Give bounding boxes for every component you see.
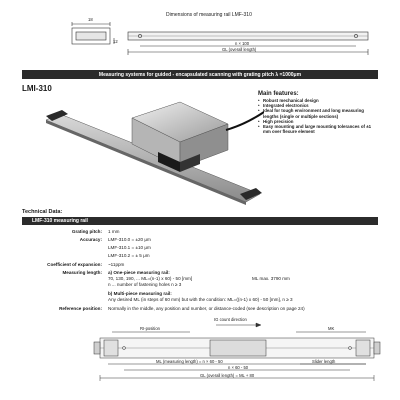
one-piece-line2: n ... number of fastening holes n ≥ 3 — [108, 282, 182, 287]
top-drawing-title: Dimensions of measuring rail LMF-310 — [166, 12, 252, 18]
coef-value: ~11ppm — [108, 262, 125, 267]
bottom-pitch-label: n × 60 - 50 — [228, 365, 249, 370]
dim-pitch-label: n × 100 — [235, 41, 250, 46]
bottom-mk-label: MK — [328, 326, 335, 331]
bottom-count-direction: IG count direction — [214, 317, 247, 322]
bottom-gl-label: GL (overall length) = ML + 80 — [200, 373, 255, 378]
model-title: LMI-310 — [22, 84, 52, 93]
feature-item: • Ideal for tough environment and long measuring lengths (single or multiple sections) — [258, 108, 378, 118]
bottom-ri-label: RI-position — [140, 326, 161, 331]
features-heading: Main features: — [258, 91, 299, 97]
rail-profile-sketch — [72, 22, 114, 44]
top-drawing-svg — [0, 0, 400, 60]
accuracy-label: Accuracy: — [79, 237, 102, 242]
one-piece-title: a) One-piece measuring rail: — [108, 270, 170, 275]
rail-heading: LMF-310 measuring rail — [22, 217, 378, 225]
accuracy-row: LMF-310.1 = ±10 μm — [108, 245, 151, 250]
product-illustration — [40, 90, 264, 205]
top-dimension-drawing — [0, 0, 400, 60]
bottom-ml-label: ML (measuring length) = n × 60 - 50 — [156, 359, 223, 364]
feature-item: • High precision — [258, 119, 378, 124]
reference-value: Normally in the middle, any position and number, or distance-coded (see description on page 24) — [108, 306, 305, 311]
one-piece-line1: 70, 130, 190, ... ML=(n-1) x 60) - 50 [mm] — [108, 276, 193, 281]
main-features — [258, 90, 378, 134]
dim-height-label: 12 — [113, 39, 118, 44]
dim-gl-label: GL (overall length) — [222, 47, 257, 52]
dim-width-label: 18 — [88, 17, 93, 22]
coef-label: Coefficient of expansion: — [47, 262, 102, 267]
features-list — [258, 98, 378, 134]
feature-item: • Integrated electronics — [258, 103, 378, 108]
one-piece-max: ML max. 3790 mm — [252, 276, 290, 281]
multi-piece-line: Any desired ML (in steps of 60 mm) but with the condition: ML=((n-1) x 60) - 50 [mm], n ≥ 3 — [108, 297, 293, 302]
section-banner: Measuring systems for guided - encapsulated scanning with grating pitch λ =1000μm — [22, 70, 378, 79]
accuracy-row: LMF-310.2 = ± 5 μm — [108, 253, 150, 258]
bottom-slider-label: Slider length — [312, 359, 336, 364]
feature-item: • Easy mounting and large mounting tolerances of ±1 mm over flexure element — [258, 124, 378, 134]
bottom-drawing-svg — [0, 316, 400, 400]
feature-item: • Robust mechanical design — [258, 98, 378, 103]
product-svg — [40, 90, 264, 205]
length-label: Measuring length: — [62, 270, 102, 275]
accuracy-row: LMF-310.0 = ±20 μm — [108, 237, 151, 242]
grating-value: 1 mm — [108, 229, 120, 234]
bottom-dimension-drawing — [0, 316, 400, 400]
multi-piece-title: b) Multi-piece measuring rail: — [108, 291, 172, 296]
technical-heading: Technical Data: — [22, 209, 63, 215]
reference-label: Reference position: — [59, 306, 102, 311]
grating-label: Grating pitch: — [71, 229, 102, 234]
